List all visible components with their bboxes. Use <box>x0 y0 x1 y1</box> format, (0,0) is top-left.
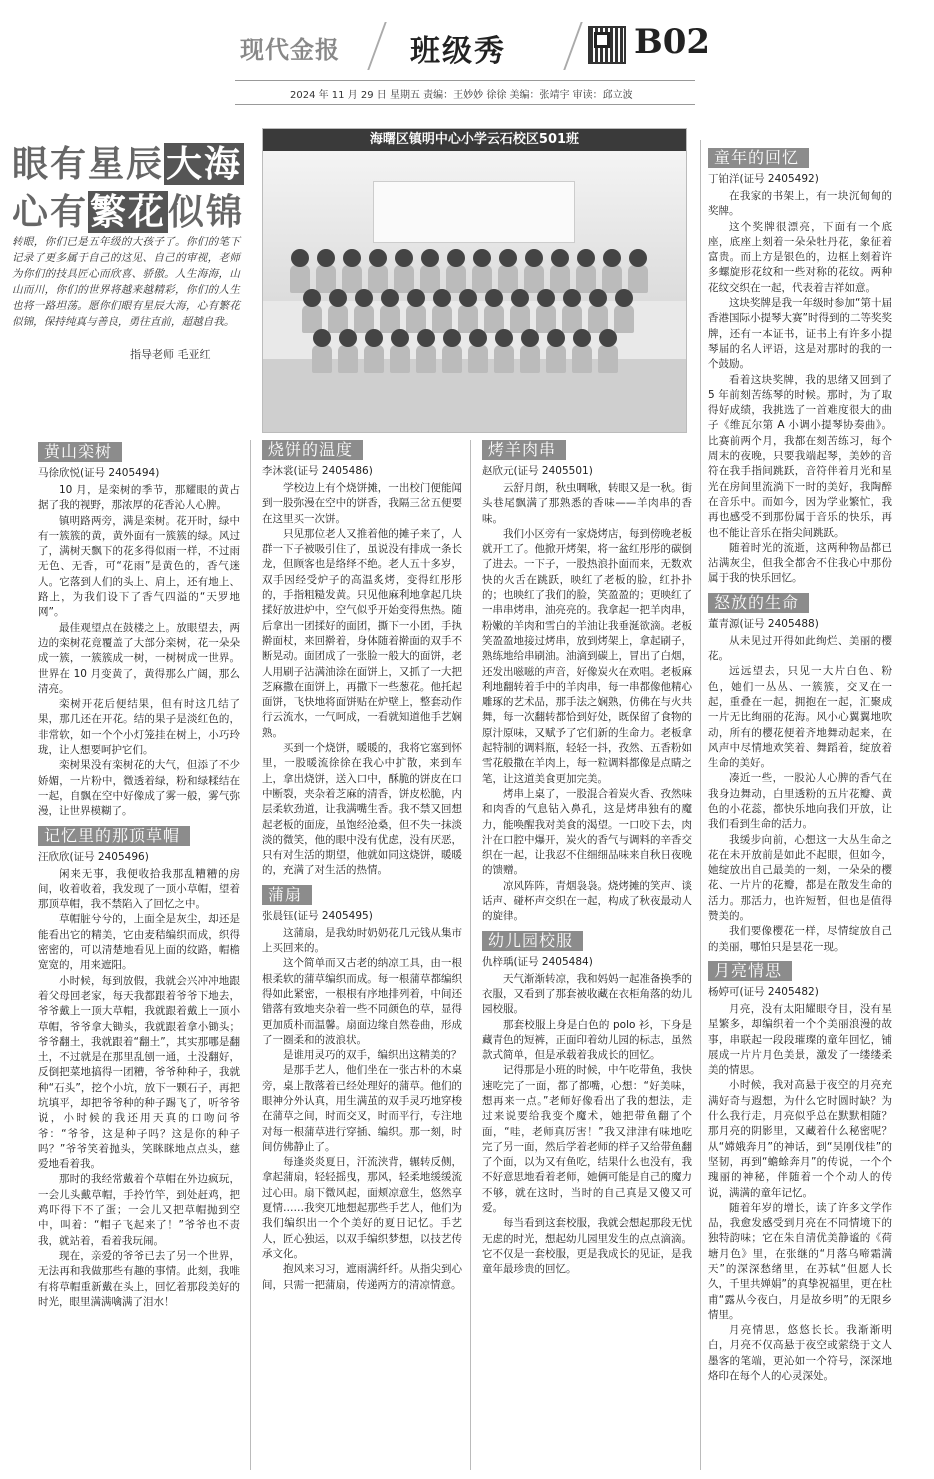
student-head <box>577 249 595 267</box>
student-figure <box>546 345 566 373</box>
student-figure <box>342 265 362 293</box>
student-figure <box>550 265 570 293</box>
article-title: 怒放的生命 <box>708 593 809 613</box>
feature-title-line1 <box>12 136 244 187</box>
paragraph: 镇明路两旁，满是栾树。花开时，绿中有一簇簇的黄，黄外面有一簇簇的绿。风过了，满树天飘下的花多得似雨一样，不过雨无色、无香，可“花雨”是黄色的，香气迷人。它落到人们的头上、肩上，还有地上、路上，为我们设下了香气四溢的“天罗地网”。 <box>38 514 240 619</box>
title-highlight: 大海 <box>166 143 243 185</box>
paragraph: 我缓步向前，心想这一大丛生命之花在未开放前是如此不起眼，但如今，她绽放出自己最美的一刻，一朵朵的樱花、一片片的花瓣，都是在散发生命的活力。那活力，也许短暂，但也是值得赞美的。 <box>708 833 892 923</box>
title-part: 心有 <box>12 191 89 233</box>
student-head <box>433 289 451 307</box>
feature-intro: 转眼，你们已是五年级的大孩子了。你们的笔下记录了更多属于自己的这见、自己的审视，老师为你们的技具匠心而欣喜、骄傲。人生海海，山山而川，你们的世界将越来越精彩，你们的人生也将一路坦荡。愿你们眼有星辰大海，心有繁花似锦，保持纯真与善良，勇往直前，超越自我。 <box>12 236 240 328</box>
article-title: 黄山栾树 <box>38 442 122 462</box>
article-author: 丁铂洋(证号 2405492) <box>708 173 819 185</box>
article-title: 烧饼的温度 <box>262 440 363 460</box>
title-part: 眼有星辰 <box>12 143 165 185</box>
student-figure <box>390 345 410 373</box>
article-title: 蒲扇 <box>262 885 312 905</box>
student-figure <box>442 345 462 373</box>
article-body <box>708 1002 892 1384</box>
paper-name: 现代金报 <box>240 35 340 64</box>
paragraph: 月亮，没有太阳耀眼夺目，没有星星繁多，却编织着一个个美丽浪漫的故事，串联起一段段璀璨的童年回忆，铺展成一片片月色美景，激发了一缕缕柔美的情思。 <box>708 1002 892 1077</box>
paragraph: 那时的我经常戴着个草帽在外边疯玩，一会儿头戴草帽，手拎竹竿，到处赶鸡，把鸡吓得下不了蛋；一会儿又把草帽抛到空中，叫着：“帽子飞起来了！”爷爷也不责我，就站着，看着我玩闹。 <box>38 1173 240 1247</box>
student-head <box>521 329 539 347</box>
student-head <box>291 249 309 267</box>
paragraph: 远远望去，只见一大片白色、粉色，她们一丛丛、一簇簇，交叉在一起，重叠在一起，拥抱在一起，汇聚成一片无比绚丽的花海。风小心翼翼地吹动，所有的樱花便着齐地舞动起来，在风声中尽情地欢笑着、舞蹈着，绽放着生命的美好。 <box>708 665 892 770</box>
qr-code-icon[interactable] <box>588 26 626 64</box>
divider <box>367 22 386 70</box>
student-figure <box>572 345 592 373</box>
student-head <box>391 329 409 347</box>
feature-title-line2 <box>12 184 244 235</box>
rule <box>235 104 695 105</box>
student-figure <box>602 265 622 293</box>
teacher-credit: 指导老师 毛亚红 <box>130 348 211 361</box>
paragraph: 栾树开花后便结果，但有时这几结了果，那几还在开花。结的果子是淡红色的，非常软，如一个个小灯笼挂在树上，小巧玲珑，让人想要呵护它们。 <box>38 698 240 757</box>
student-head <box>369 249 387 267</box>
paragraph: 小时候，我对高悬于夜空的月亮充满好奇与遐想，为什么它时圆时缺？为什么我行走，月亮似乎总在默默相随？那月亮的阴影里，又藏着什么秘密呢？从“嫦娥奔月”的神话，到“吴刚伐桂”的坚韧，再到“蟾蜍奔月”的传说，一个个瑰丽的神秘，伴随着一个个动人的传说，满满的童年记忆。 <box>708 1079 892 1199</box>
student-head <box>573 329 591 347</box>
student-figure <box>598 345 618 373</box>
paragraph: 10 月，是栾树的季节，那耀眼的黄占据了我的视野，那浓厚的花香沁人心脾。 <box>38 484 240 512</box>
student-head <box>603 249 621 267</box>
student-head <box>303 289 321 307</box>
student-head <box>525 249 543 267</box>
student-head <box>485 289 503 307</box>
student-figure <box>368 265 388 293</box>
column-rule <box>250 440 251 1470</box>
article <box>708 148 892 587</box>
article-author: 仇梓瑀(证号 2405484) <box>482 955 593 968</box>
paragraph: 凑近一些，一股沁人心脾的香气在我身边舞动，白里透粉的五片花瓣、黄色的小花蕊，都快乐地向我们开放，让我们看到生命的活力。 <box>708 772 892 831</box>
student-figure <box>524 265 544 293</box>
student-head <box>407 289 425 307</box>
student-figure <box>520 345 540 373</box>
column-4 <box>708 148 892 1384</box>
student-group <box>283 249 668 399</box>
rule <box>235 80 695 81</box>
article <box>708 593 892 955</box>
column-2 <box>262 440 462 1293</box>
student-head <box>355 289 373 307</box>
divider <box>563 22 582 70</box>
paragraph: 是谁用灵巧的双手，编织出这精美的？ <box>283 1049 462 1062</box>
column-1 <box>38 442 240 1310</box>
student-figure <box>394 265 414 293</box>
student-figure <box>494 345 514 373</box>
article <box>262 440 462 879</box>
student-figure <box>628 265 648 293</box>
student-head <box>443 329 461 347</box>
paragraph: 天气渐渐转凉，我和妈妈一起准备换季的衣服，又看到了那套被收藏在衣柜角落的幼儿园校服。 <box>482 972 692 1016</box>
page-number: B02 <box>634 22 711 62</box>
student-figure <box>468 345 488 373</box>
paragraph: 月亮情思，悠悠长长。我渐渐明白，月亮不仅高悬于夜空或萦绕于文人墨客的笔端，更沁如一个符号，深深地烙印在每个人的心灵深处。 <box>708 1324 892 1383</box>
paragraph: 每逢炎炎夏日，汗流浃背，辗转反侧，拿起蒲扇，轻轻摇曳，那风，轻柔地缓缓流过心田。扇下微风起，面颊凉意生，悠然享夏情……我突兀地想起那些手艺人，他们为我们编织出一个个美好的夏日记忆。手艺人，匠心独运，以双手编织梦想，以技艺传承文化。 <box>262 1156 462 1260</box>
paragraph: 在我家的书架上，有一块沉甸甸的奖牌。 <box>708 190 892 218</box>
student-figure <box>312 345 332 373</box>
article-title: 记忆里的那顶草帽 <box>38 826 190 846</box>
article-body <box>482 972 692 1278</box>
student-figure <box>290 265 310 293</box>
article-author: 赵欣元(证号 2405501) <box>482 465 593 477</box>
article-title: 童年的回忆 <box>708 148 809 168</box>
article-body <box>38 867 240 1311</box>
article-body <box>262 926 462 1293</box>
dateline: 2024 年 11 月 29 日 星期五 责编：王妙妙 徐徐 美编：张靖宇 审读：邱立波 <box>290 90 633 101</box>
article-body <box>38 483 240 820</box>
student-head <box>511 289 529 307</box>
paragraph: 随着年岁的增长，读了许多文学作品，我愈发感受到月亮在不同情境下的独特韵味；它在朱自清优美静谧的《荷塘月色》里，在张继的“月落乌啼霜满天”的深深愁绪里，在苏轼“但愿人长久，千里共婵娟”的真挚祝福里，更在杜甫“露从今夜白，月是故乡明”的无限乡情里。 <box>708 1201 892 1321</box>
paragraph: 记得那是小班的时候，中午吃带鱼，我快速吃完了一面，都了都嘴，心想：“好美味，想再来一点。”老师好像看出了我的想法，走过来说要给我变个魔术，她把带鱼翻了个面，“哇，老师真厉害！”我又津津有味地吃完了另一面，然后学着老师的样子又给带鱼翻了个面，以为又有鱼吃，结果什么也没有，我不好意思地看着老师，她俩可能是自己的魔力不够，就在这时，当时的自己真是又傻又可爱。 <box>482 1064 692 1215</box>
article <box>708 961 892 1384</box>
article-author: 杨婷可(证号 2405482) <box>708 985 819 998</box>
paragraph: 买到一个烧饼，暖暖的，我将它塞到怀里，一股暖流徐徐在我心中扩散，来到车上，拿出烧饼，送入口中，酥脆的饼皮在口中断裂，夹杂着芝麻的清香，饼皮松脆，内层柔软劲道，让我满嘴生香。我不禁又回想起老板的面庞，虽饱经沧桑，但不失一抹淡淡的微笑，他的眼中没有优虑，没有厌恶，只有对生活的期望，他就如同这烧饼，暖暖的，充满了对生活的热情。 <box>262 742 462 877</box>
student-figure <box>576 265 596 293</box>
student-head <box>551 249 569 267</box>
class-photo <box>262 128 687 433</box>
paragraph: 我们小区旁有一家烧烤店，每到傍晚老板就开工了。他掀开烤架，将一盆红彤彤的碳倒了进去。一下子，一股热浪扑面而来，无数欢快的火舌在跳跃，映红了老板的脸，红扑扑的；也映红了我们的脸，笑盈盈的；更映红了一串串烤串，油亮亮的。我拿起一把羊肉串，粉嫩的羊肉和雪白的羊油让我垂涎欲滴。老板笑盈盈地接过烤串，放到烤架上，拿起刷子，熟练地给串刷油。油滴到碳上，冒出了白烟，还发出嗞嗞的声音，好像炭火在欢唱。老板麻利地翻转着手中的羊肉串，每一串都像他精心雕琢的艺术品，那手法之娴熟，仿佛在与火共舞，每一次翻转都恰到好处，既保留了食物的原汁原味，又赋予了它们新的生命力。老板拿起特制的调料瓶，轻轻一抖，孜然、五香粉如雪花般撒在羊肉上，每一粒调料都像是点睛之笔，让这道美食更加完美。 <box>482 527 692 785</box>
student-head <box>313 329 331 347</box>
stage-screen <box>373 181 575 243</box>
section-name: 班级秀 <box>410 34 506 69</box>
article-author: 张晨钰(证号 2405495) <box>262 909 373 922</box>
student-figure <box>316 265 336 293</box>
student-figure <box>420 265 440 293</box>
article <box>38 826 240 1311</box>
student-head <box>469 329 487 347</box>
student-figure <box>338 345 358 373</box>
paragraph: 闲来无事，我便收拾我那乱糟糟的房间，收着收着，我发现了一顶小草帽，望着那顶草帽，我不禁陷入了回忆之中。 <box>38 867 240 911</box>
article-title: 月亮情思 <box>708 961 792 981</box>
paragraph: 小时候，每到放假，我就会兴冲冲地跟着父母回老家，每天我都跟着爷爷下地去，爷爷戴上一顶大草帽，我就跟着戴上一顶小草帽，爷爷拿大锄头，我就跟着拿小锄头；爷爷翻土，我就跟着“翻土”，其实那哪是翻土，不过就是在那里乱刨一通，土没翻好，反倒把菜地搞得一团糟，爷爷种种子，我就种“石头”，挖个小坑，放下一颗石子，再把坑填平，却把爷爷种的种子踢飞了，听爷爷说，小时候的我还用天真的口吻问爷爷：“爷爷，这是种子吗？这是你的种子吗？”爷爷笑着抛头，笑眯眯地点点头，慈爱地看着我。 <box>38 974 240 1171</box>
paragraph: 凉风阵阵，青烟袅袅。烧烤摊的笑声、谈话声、碰杯声交织在一起，构成了秋夜最动人的旋律。 <box>482 879 692 923</box>
student-head <box>499 249 517 267</box>
article <box>262 885 462 1293</box>
paragraph: 云舒月朗，秋虫啁啾，转眼又是一秋。街头巷尾飘满了那熟悉的香味——羊肉串的香味。 <box>482 482 692 525</box>
paragraph: 学校边上有个烧饼摊，一出校门便能闻到一股弥漫在空中的饼香，我隔三岔五便要在这里买一次饼。 <box>262 482 462 525</box>
article <box>38 442 240 820</box>
article-author: 董青源(证号 2405488) <box>708 617 819 630</box>
article-body <box>262 481 462 879</box>
student-head <box>589 289 607 307</box>
paragraph: 现在，亲爱的爷爷已去了另一个世界，无法再和我做那些有趣的事情。此刻，我唯有将草帽重新戴在头上，回忆着那段美好的时光，眼里满满噙满了泪水！ <box>38 1249 240 1308</box>
student-head <box>563 289 581 307</box>
student-head <box>615 289 633 307</box>
student-head <box>459 289 477 307</box>
article-author: 汪欣欣(证号 2405496) <box>38 850 149 863</box>
column-rule <box>700 140 701 1470</box>
student-figure <box>364 345 384 373</box>
article-body <box>708 634 892 955</box>
photo-caption: 海曙区镇明中心小学云石校区501班 <box>263 129 686 151</box>
paragraph: 这个简单而又古老的纳凉工具，由一根根柔软的蒲草编织而成。每一根蒲草都编织得如此紧密，一根根有序地排列着，中间还错落有致地夹杂着一些不同颜色的草，显得更加质朴而温馨。扇面边缘自然卷曲，形成了一圈柔和的波浪状。 <box>262 957 462 1046</box>
paragraph: 我们要像樱花一样，尽情绽放自己的美丽，哪怕只是昙花一现。 <box>708 925 892 953</box>
student-figure <box>614 305 634 333</box>
paragraph: 栾树果没有栾树花的大气，但添了不少娇媚，一片粉中，微透着绿，粉和绿糅结在一起，自飘在空中好像成了雾一般，雾气弥漫，让世界模糊了。 <box>38 759 240 818</box>
student-head <box>329 289 347 307</box>
paragraph: 每当看到这套校服，我就会想起那段无忧无虑的时光，想起幼儿园里发生的点点滴滴。它不仅是一套校服，更是我成长的见证，是我童年最珍贵的回忆。 <box>482 1217 692 1276</box>
student-head <box>547 329 565 347</box>
student-figure <box>416 345 436 373</box>
paragraph: 烤串上桌了，一股混合着炭火香、孜然味和肉香的气息钻入鼻孔，这是烤串独有的魔力，能唤醒我对美食的渴望。一口咬下去，肉汁在口腔中爆开，炭火的香气与调料的辛香交织在一起，让我忍不住细细品味来自秋日夜晚的馈赠。 <box>482 787 692 877</box>
student-figure <box>446 265 466 293</box>
student-figure <box>498 265 518 293</box>
article-author: 马徐欣悦(证号 2405494) <box>38 467 160 479</box>
paragraph: 这蒲扇，是我幼时奶奶花几元钱从集市上买回来的。 <box>262 926 462 955</box>
student-head <box>421 249 439 267</box>
student-head <box>495 329 513 347</box>
student-head <box>473 249 491 267</box>
paragraph: 抱风来习习，遮雨满纤纤。从指尖到心间，只需一把蒲扇，传递两方的清凉情意。 <box>262 1263 462 1291</box>
paragraph: 看着这块奖牌，我的思绪又回到了 5 年前刻苦练琴的时候。那时，为了取得好成绩，我挑选了一首难度很大的曲子《维瓦尔第 A 小调小提琴协奏曲》。比赛前两个月，我都在刻苦练习，每个周末的夜晚，只要我端起琴，美妙的音符在我手指间跳跃，音符伴着月光和星光在房间里流淌下一时的美好，我陶醉在音乐中。而如今，因为学业繁忙，我再也感受不到那份属于音乐的快乐，再也不能让音乐在指尖间跳跃。 <box>708 373 892 539</box>
column-rule <box>470 440 471 1470</box>
paragraph: 只见那位老人又推着他的摊子来了，人群一下子被吸引住了，虽说没有排成一条长龙，但顾客也是络绎不绝。老人五十多岁，双手因经受炉子的高温炙烤，变得红彤彤的，手指粗糙发黄。只见他麻利地拿起几块揉好放进炉中，空气似乎开始变得焦热。随后拿出一团揉好的面团，撕下一小团，手执擀面杖，来回擀着，身体随着擀面的双手不断晃动。面团成了一张脸一般大的面饼，老人用刷子沾满油涂在面饼上，又抓了一大把芝麻撒在面饼上，再撒下一些葱花。他托起面饼，飞快地将面饼贴在炉壁上，整套动作行云流水，一气呵成，一看就知道他手艺娴熟。 <box>262 527 462 739</box>
student-figure <box>472 265 492 293</box>
article-body <box>482 481 692 925</box>
article-body <box>708 189 892 587</box>
masthead <box>0 0 934 110</box>
student-head <box>447 249 465 267</box>
paragraph: 草帽脏兮兮的，上面全是灰尘，却还是能看出它的精美，它由麦秸编织而成，织得密密的，可以清楚地看见上面的纹路，帽檐宽宽的，用来遮阳。 <box>38 913 240 972</box>
student-head <box>395 249 413 267</box>
paragraph: 那套校服上身是白色的 polo 衫，下身是藏青色的短裤，正面印着幼儿园的标志，虽然款式简单，但是承载着我成长的回忆。 <box>482 1018 692 1062</box>
student-head <box>417 329 435 347</box>
student-head <box>365 329 383 347</box>
student-head <box>317 249 335 267</box>
title-highlight: 繁花 <box>90 191 167 233</box>
paragraph: 是那手艺人，他们坐在一张古朴的木桌旁，桌上散落着已经处理好的蒲草。他们的眼神分外认真，用生满茧的双手灵巧地穿梭在蒲草之间，时而交叉，时而平行，专注地对每一根蒲草进行穿插、编织。那一刻，时间仿佛静止了。 <box>262 1064 462 1153</box>
paragraph: 从未见过开得如此绚烂、美丽的樱花。 <box>708 634 892 663</box>
paragraph: 随着时光的流逝，这两种物品都已沾满灰尘，但我全都舍不住我心中那份属于我的快乐回忆。 <box>708 541 892 585</box>
article-title: 烤羊肉串 <box>482 440 566 460</box>
article-author: 李沐裳(证号 2405486) <box>262 465 373 477</box>
student-head <box>599 329 617 347</box>
article <box>482 931 692 1278</box>
article <box>482 440 692 925</box>
article-title: 幼儿园校服 <box>482 931 583 951</box>
student-head <box>629 249 647 267</box>
student-head <box>339 329 357 347</box>
paragraph: 这个奖牌很漂亮，下面有一个底座，底座上刻着一朵朵牡丹花，象征着富贵。而上方是银色的，边框上刻着许多螺旋形花纹和一些对称的花纹。两种花纹交织在一起，代表着吉祥如意。 <box>708 220 892 294</box>
column-3 <box>482 440 692 1278</box>
student-head <box>381 289 399 307</box>
paragraph: 最佳观望点在鼓楼之上。放眼望去，两边的栾树花竟覆盖了大部分栾树，花一朵朵成一簇，一簇簇成一树，一树树成一世界。世界在 10 月变黄了，黄得那么广阔，那么清亮。 <box>38 621 240 695</box>
paragraph: 这块奖牌是我一年级时参加“第十届香港国际小提琴大赛”时得到的二等奖奖牌，还有一本证书，证书上有许多小提琴届的名人评语，这是对那时的我的一个鼓励。 <box>708 297 892 371</box>
student-head <box>343 249 361 267</box>
student-head <box>537 289 555 307</box>
title-part: 似锦 <box>168 191 245 233</box>
